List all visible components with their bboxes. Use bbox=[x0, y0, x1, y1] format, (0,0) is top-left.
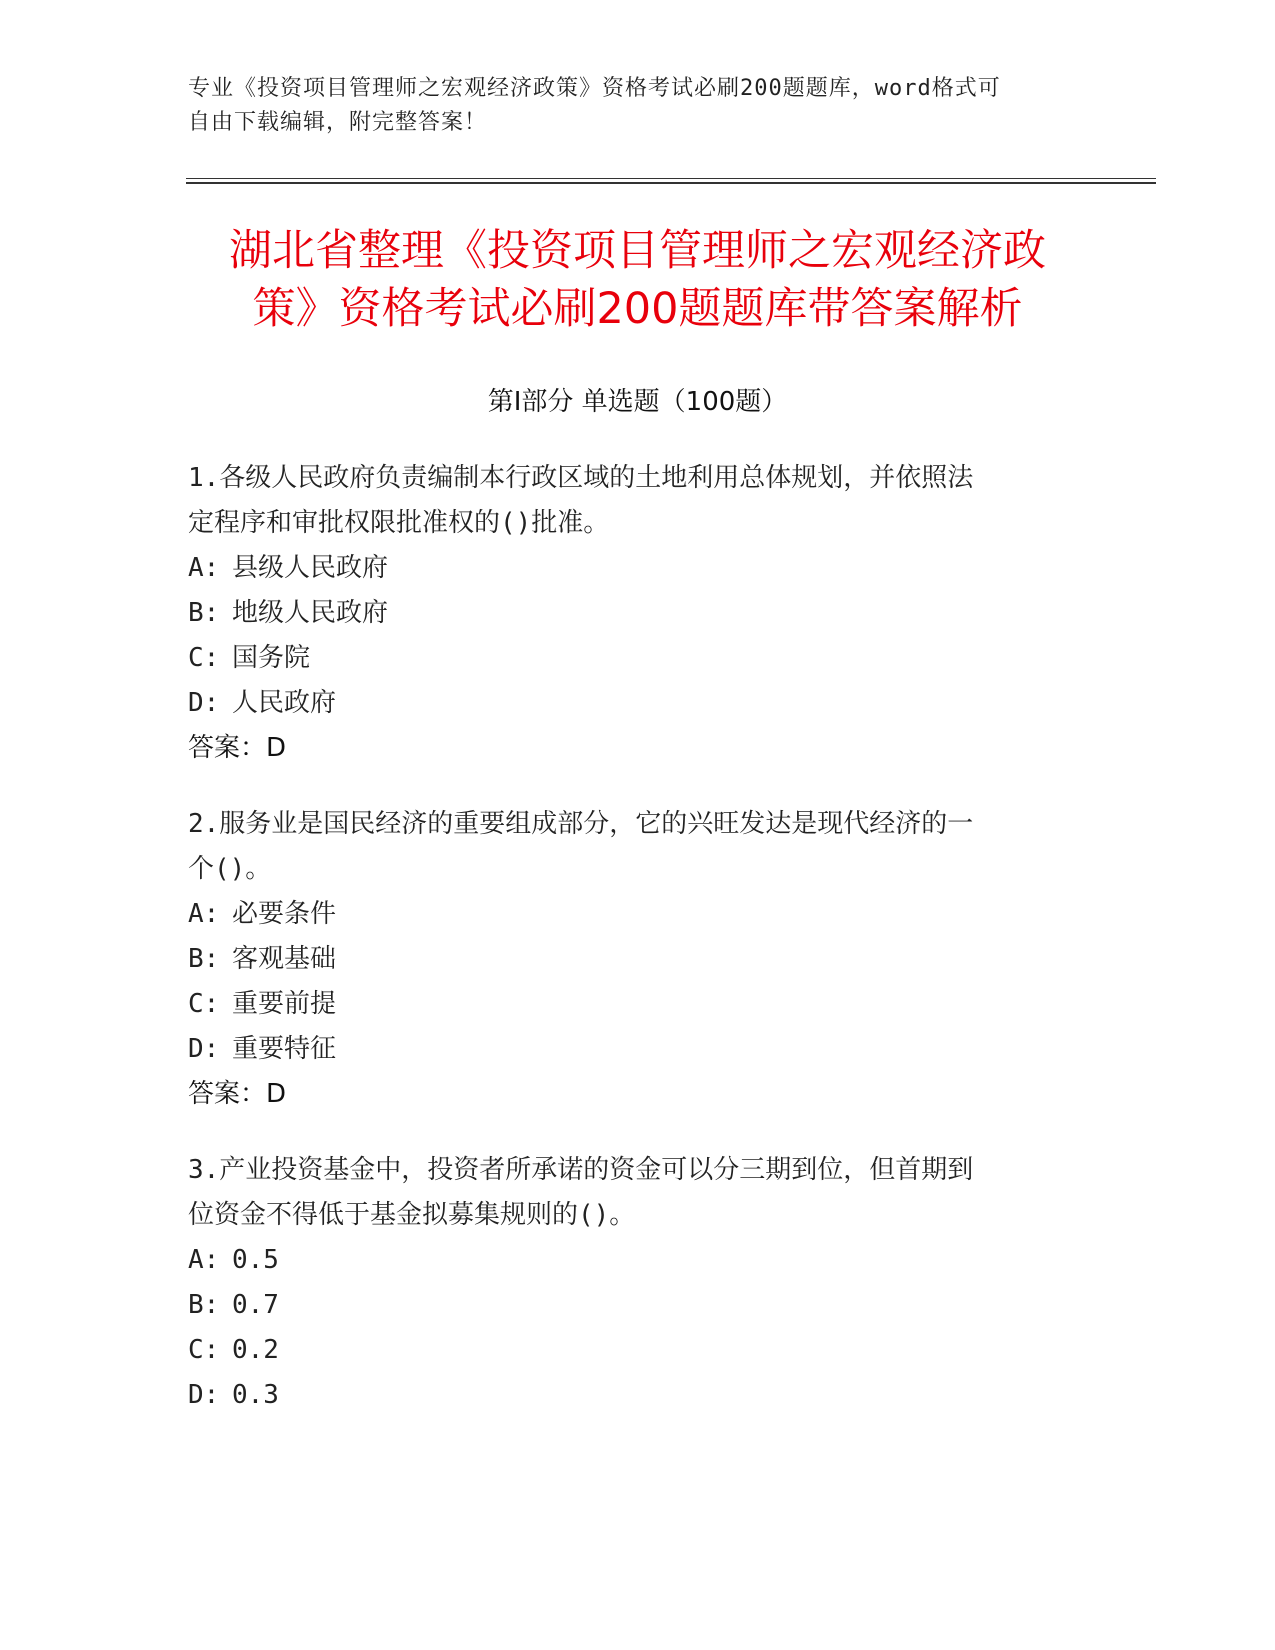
option-a bbox=[188, 892, 1068, 937]
option-text: 客观基础 bbox=[232, 944, 337, 974]
option-d bbox=[188, 1027, 1068, 1072]
header-divider-thin bbox=[186, 178, 1156, 179]
option-key: A: bbox=[188, 899, 220, 929]
header-divider-thick bbox=[186, 182, 1156, 184]
question-stem-line: 定程序和审批权限批准权的()批准。 bbox=[188, 508, 610, 538]
option-key: A: bbox=[188, 1245, 220, 1275]
option-text: 人民政府 bbox=[232, 688, 337, 718]
section-heading: 第Ⅰ部分 单选题（100题） bbox=[487, 387, 788, 417]
option-text: 0.3 bbox=[232, 1380, 279, 1410]
question-stem bbox=[188, 802, 1068, 892]
option-b bbox=[188, 591, 1068, 636]
question-stem bbox=[188, 456, 1068, 546]
option-text: 0.7 bbox=[232, 1290, 279, 1320]
question-stem bbox=[188, 1148, 1068, 1238]
header-note-line: 专业《投资项目管理师之宏观经济政策》资格考试必刷200题题库，word格式可 bbox=[188, 76, 1001, 101]
option-a bbox=[188, 1238, 1068, 1283]
option-c bbox=[188, 636, 1068, 681]
document-title bbox=[0, 222, 1275, 338]
option-b bbox=[188, 937, 1068, 982]
question-stem-line: 个()。 bbox=[188, 854, 272, 884]
option-c bbox=[188, 1328, 1068, 1373]
option-a bbox=[188, 546, 1068, 591]
option-text: 重要特征 bbox=[232, 1034, 337, 1064]
option-key: C: bbox=[188, 989, 220, 1019]
question-item bbox=[188, 456, 1068, 771]
option-key: D: bbox=[188, 688, 220, 718]
option-key: C: bbox=[188, 643, 220, 673]
option-key: B: bbox=[188, 944, 220, 974]
option-key: C: bbox=[188, 1335, 220, 1365]
option-text: 国务院 bbox=[232, 643, 311, 673]
question-stem-line: 3.产业投资基金中，投资者所承诺的资金可以分三期到位，但首期到 bbox=[188, 1155, 974, 1185]
option-key: D: bbox=[188, 1380, 220, 1410]
option-text: 必要条件 bbox=[232, 899, 337, 929]
header-note-line: 自由下载编辑，附完整答案！ bbox=[188, 110, 488, 135]
option-text: 地级人民政府 bbox=[232, 598, 389, 628]
option-key: B: bbox=[188, 1290, 220, 1320]
answer-line: 答案：D bbox=[188, 1079, 287, 1109]
document-title-line: 策》资格考试必刷200题题库带答案解析 bbox=[252, 284, 1023, 334]
option-d bbox=[188, 681, 1068, 726]
document-title-line: 湖北省整理《投资项目管理师之宏观经济政 bbox=[229, 226, 1046, 276]
answer-line: 答案：D bbox=[188, 733, 287, 763]
option-key: D: bbox=[188, 1034, 220, 1064]
option-key: A: bbox=[188, 553, 220, 583]
option-b bbox=[188, 1283, 1068, 1328]
option-key: B: bbox=[188, 598, 220, 628]
option-text: 0.2 bbox=[232, 1335, 279, 1365]
option-text: 县级人民政府 bbox=[232, 553, 389, 583]
option-text: 0.5 bbox=[232, 1245, 279, 1275]
question-item bbox=[188, 1148, 1068, 1418]
question-stem-line: 1.各级人民政府负责编制本行政区域的土地利用总体规划，并依照法 bbox=[188, 463, 974, 493]
question-item bbox=[188, 802, 1068, 1117]
question-stem-line: 位资金不得低于基金拟募集规则的()。 bbox=[188, 1200, 636, 1230]
option-text: 重要前提 bbox=[232, 989, 337, 1019]
header-note bbox=[188, 72, 1068, 140]
question-stem-line: 2.服务业是国民经济的重要组成部分，它的兴旺发达是现代经济的一 bbox=[188, 809, 974, 839]
option-d bbox=[188, 1373, 1068, 1418]
option-c bbox=[188, 982, 1068, 1027]
